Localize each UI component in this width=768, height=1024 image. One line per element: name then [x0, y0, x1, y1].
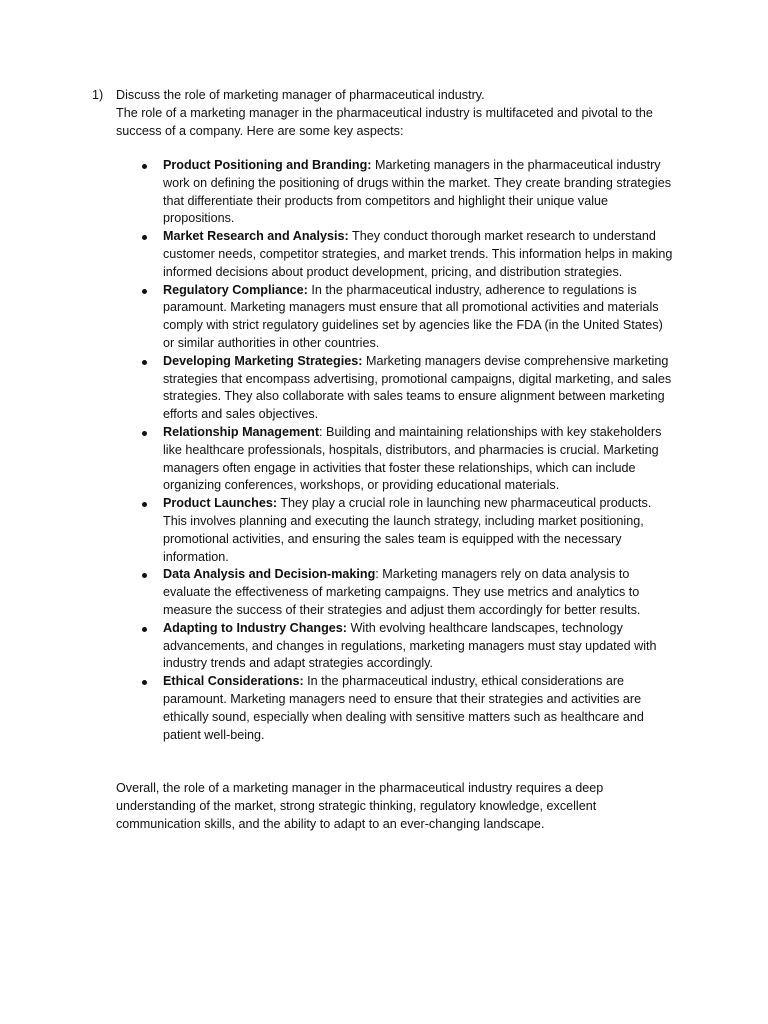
bullet-icon [142, 627, 147, 632]
bullet-icon [142, 164, 147, 169]
list-item [140, 673, 676, 744]
bullet-icon [142, 235, 147, 240]
question-intro: The role of a marketing manager in the pharmaceutical industry is multifaceted and pivotal to the success of a company. Here are some key aspects: [116, 105, 653, 138]
list-item [140, 228, 676, 281]
list-item [140, 157, 676, 228]
item-text: Marketing managers devise comprehensive marketing strategies that encompass advertising, promotional campaigns, digital marketing, and sales strategies. They also collaborate with sales teams to ensure alignment between marketing efforts and sales objectives. [163, 353, 672, 422]
bullet-icon [142, 502, 147, 507]
bullet-icon [142, 573, 147, 578]
item-text: : Marketing managers rely on data analysis to evaluate the effectiveness of marketing campaigns. They use metrics and analytics to measure the success of their strategies and adjust them accordingly for better results. [163, 567, 641, 617]
list-item [140, 495, 676, 566]
item-title: Data Analysis and Decision-making [163, 567, 376, 582]
bullet-icon [142, 680, 147, 685]
item-title: Relationship Management [163, 424, 320, 439]
question-heading [92, 87, 662, 105]
bullet-icon [142, 289, 147, 294]
item-text: In the pharmaceutical industry, ethical considerations are paramount. Marketing managers need to ensure that their strategies and activities are ethically sound, especially when dealing with sensitive matters such as healthcare and patient well-being. [163, 674, 644, 742]
question-title: Discuss the role of marketing manager of pharmaceutical industry. [116, 88, 485, 102]
list-item [140, 353, 676, 424]
item-title: Product Positioning and Branding: [163, 158, 372, 172]
key-aspects-list [140, 157, 676, 744]
list-item [140, 620, 676, 673]
question-number: 1) [92, 88, 104, 102]
item-title: Ethical Considerations: [163, 674, 304, 689]
item-title: Regulatory Compliance: [163, 282, 308, 297]
list-item [140, 566, 676, 619]
conclusion-paragraph: Overall, the role of a marketing manager in the pharmaceutical industry requires a deep understanding of the market, strong strategic thinking, regulatory knowledge, excellent communication skills, and the ability to adapt to an ever-changing landscape. [116, 781, 604, 831]
item-text: They conduct thorough market research to understand customer needs, competitor strategies, and market trends. This information helps in making informed decisions about product development, pricing, and distribution strategies. [163, 229, 673, 279]
bullet-icon [142, 360, 147, 365]
item-text: In the pharmaceutical industry, adherence to regulations is paramount. Marketing managers must ensure that all promotional activities and materials comply with strict regulatory guidelines set by agencies like the FDA (in the United States) or similar authorities in other countries. [163, 282, 663, 350]
list-item [140, 424, 676, 495]
item-text: : Building and maintaining relationships with key stakeholders like healthcare professionals, hospitals, distributors, and pharmacies is crucial. Marketing managers often engage in activities that foster these relationships, which can include organizing conferences, workshops, or providing educational materials. [163, 424, 662, 493]
bullet-icon [142, 431, 147, 436]
question-block [92, 87, 662, 140]
item-title: Market Research and Analysis: [163, 229, 349, 244]
item-title: Product Launches: [163, 496, 278, 511]
item-title: Developing Marketing Strategies: [163, 353, 363, 368]
item-text: They play a crucial role in launching new pharmaceutical products. This involves planning and executing the launch strategy, including market positioning, promotional activities, and ensuring the sales team is equipped with the necessary information. [163, 496, 652, 564]
item-title: Adapting to Industry Changes: [163, 620, 348, 635]
list-item [140, 282, 676, 353]
item-text: With evolving healthcare landscapes, technology advancements, and changes in regulations, marketing managers must stay updated with industry trends and adapt strategies accordingly. [163, 620, 657, 671]
item-text: Marketing managers in the pharmaceutical industry work on defining the positioning of drugs within the market. They create branding strategies that differentiate their products from competitors and highlight their unique value propositions. [163, 158, 672, 226]
